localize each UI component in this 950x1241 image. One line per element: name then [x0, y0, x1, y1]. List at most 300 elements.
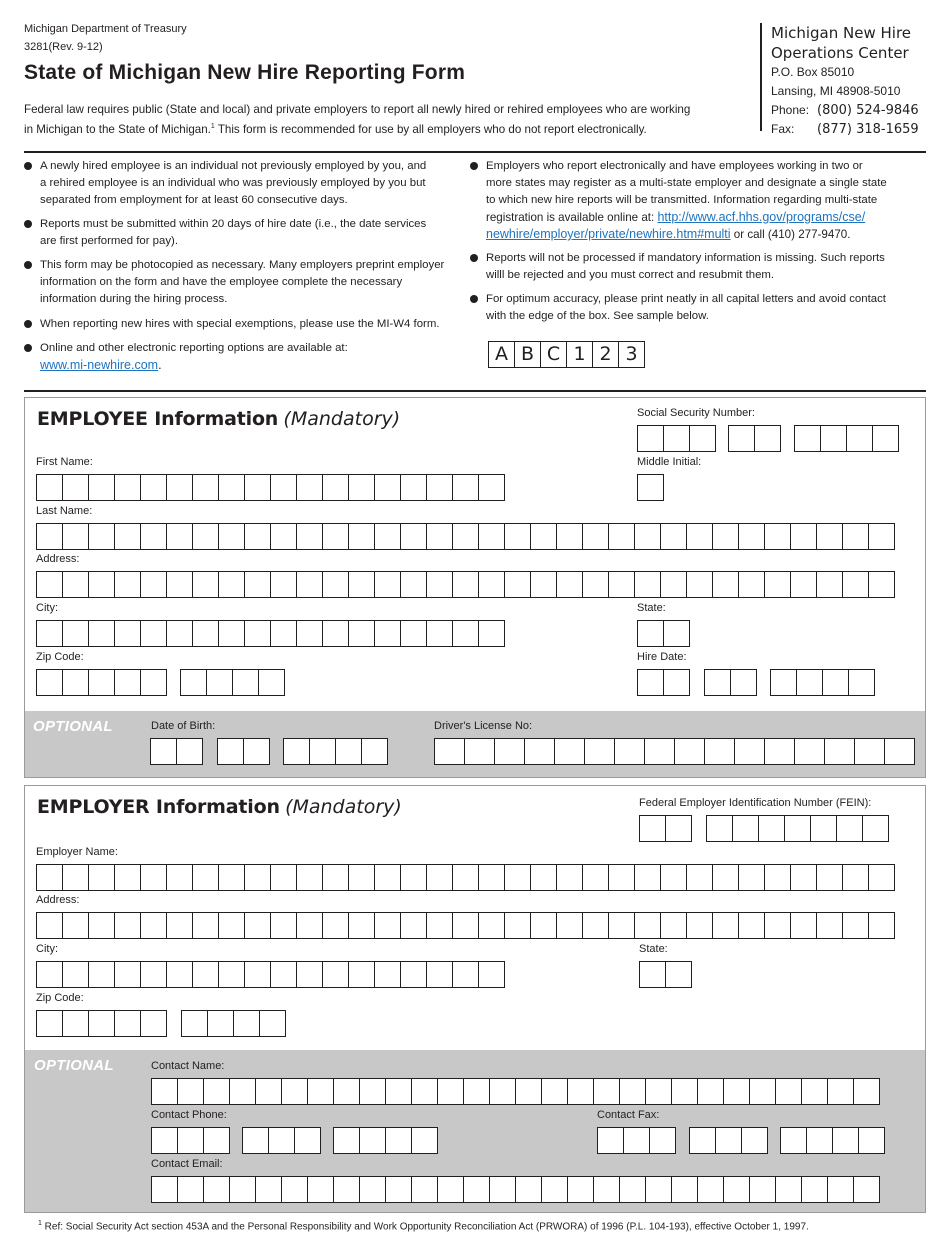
char-box[interactable]	[283, 738, 310, 765]
char-box[interactable]	[114, 961, 141, 988]
char-box[interactable]	[637, 425, 664, 452]
char-box[interactable]	[166, 864, 193, 891]
char-box[interactable]	[400, 864, 427, 891]
char-box[interactable]	[348, 620, 375, 647]
contact-email-input[interactable]	[152, 1176, 880, 1203]
contact-phone-prefix-input[interactable]	[243, 1127, 321, 1154]
employee-state-input[interactable]	[638, 620, 690, 647]
char-box[interactable]	[88, 912, 115, 939]
char-box[interactable]	[478, 620, 505, 647]
middle-initial-input[interactable]	[638, 474, 664, 501]
char-box[interactable]	[530, 571, 557, 598]
char-box[interactable]	[556, 864, 583, 891]
char-box[interactable]	[660, 912, 687, 939]
char-box[interactable]	[463, 1176, 490, 1203]
char-box[interactable]	[541, 1078, 568, 1105]
char-box[interactable]	[218, 961, 245, 988]
char-box[interactable]	[270, 620, 297, 647]
char-box[interactable]	[452, 523, 479, 550]
char-box[interactable]	[784, 815, 811, 842]
char-box[interactable]	[203, 1176, 230, 1203]
employer-zip-ext-input[interactable]	[182, 1010, 286, 1037]
char-box[interactable]	[177, 1127, 204, 1154]
char-box[interactable]	[400, 523, 427, 550]
char-box[interactable]	[584, 738, 615, 765]
char-box[interactable]	[88, 620, 115, 647]
char-box[interactable]	[374, 523, 401, 550]
char-box[interactable]	[637, 474, 664, 501]
char-box[interactable]	[868, 864, 895, 891]
char-box[interactable]	[660, 571, 687, 598]
contact-phone-line-input[interactable]	[334, 1127, 438, 1154]
char-box[interactable]	[374, 961, 401, 988]
char-box[interactable]	[270, 912, 297, 939]
char-box[interactable]	[530, 912, 557, 939]
char-box[interactable]	[582, 864, 609, 891]
char-box[interactable]	[842, 864, 869, 891]
char-box[interactable]	[452, 571, 479, 598]
char-box[interactable]	[868, 571, 895, 598]
char-box[interactable]	[150, 738, 177, 765]
char-box[interactable]	[728, 425, 755, 452]
char-box[interactable]	[140, 669, 167, 696]
char-box[interactable]	[177, 1176, 204, 1203]
char-box[interactable]	[853, 1176, 880, 1203]
char-box[interactable]	[686, 523, 713, 550]
char-box[interactable]	[832, 1127, 859, 1154]
char-box[interactable]	[374, 474, 401, 501]
char-box[interactable]	[244, 864, 271, 891]
char-box[interactable]	[181, 1010, 208, 1037]
char-box[interactable]	[400, 912, 427, 939]
char-box[interactable]	[176, 738, 203, 765]
char-box[interactable]	[437, 1176, 464, 1203]
char-box[interactable]	[207, 1010, 234, 1037]
char-box[interactable]	[374, 864, 401, 891]
char-box[interactable]	[634, 864, 661, 891]
last-name-input[interactable]	[37, 523, 895, 550]
char-box[interactable]	[151, 1176, 178, 1203]
char-box[interactable]	[88, 1010, 115, 1037]
char-box[interactable]	[36, 912, 63, 939]
char-box[interactable]	[637, 620, 664, 647]
char-box[interactable]	[478, 571, 505, 598]
char-box[interactable]	[114, 912, 141, 939]
drivers-license-input[interactable]	[435, 738, 915, 765]
char-box[interactable]	[530, 864, 557, 891]
char-box[interactable]	[452, 864, 479, 891]
char-box[interactable]	[738, 571, 765, 598]
char-box[interactable]	[426, 571, 453, 598]
char-box[interactable]	[723, 1176, 750, 1203]
char-box[interactable]	[816, 523, 843, 550]
char-box[interactable]	[333, 1127, 360, 1154]
char-box[interactable]	[166, 620, 193, 647]
char-box[interactable]	[663, 669, 690, 696]
char-box[interactable]	[623, 1127, 650, 1154]
char-box[interactable]	[634, 523, 661, 550]
char-box[interactable]	[114, 571, 141, 598]
char-box[interactable]	[836, 815, 863, 842]
char-box[interactable]	[504, 912, 531, 939]
char-box[interactable]	[712, 571, 739, 598]
char-box[interactable]	[853, 1078, 880, 1105]
char-box[interactable]	[348, 864, 375, 891]
char-box[interactable]	[62, 571, 89, 598]
char-box[interactable]	[180, 669, 207, 696]
char-box[interactable]	[348, 961, 375, 988]
employee-zip-input[interactable]	[37, 669, 167, 696]
char-box[interactable]	[770, 669, 797, 696]
contact-name-input[interactable]	[152, 1078, 880, 1105]
char-box[interactable]	[36, 620, 63, 647]
char-box[interactable]	[524, 738, 555, 765]
char-box[interactable]	[203, 1078, 230, 1105]
char-box[interactable]	[732, 815, 759, 842]
employer-zip-input[interactable]	[37, 1010, 167, 1037]
char-box[interactable]	[663, 620, 690, 647]
char-box[interactable]	[88, 523, 115, 550]
char-box[interactable]	[244, 474, 271, 501]
char-box[interactable]	[233, 1010, 260, 1037]
char-box[interactable]	[335, 738, 362, 765]
char-box[interactable]	[660, 864, 687, 891]
char-box[interactable]	[764, 738, 795, 765]
char-box[interactable]	[842, 571, 869, 598]
char-box[interactable]	[62, 864, 89, 891]
char-box[interactable]	[206, 669, 233, 696]
char-box[interactable]	[515, 1078, 542, 1105]
char-box[interactable]	[361, 738, 388, 765]
char-box[interactable]	[36, 961, 63, 988]
char-box[interactable]	[530, 523, 557, 550]
char-box[interactable]	[582, 912, 609, 939]
char-box[interactable]	[639, 961, 666, 988]
char-box[interactable]	[88, 571, 115, 598]
char-box[interactable]	[36, 571, 63, 598]
char-box[interactable]	[400, 571, 427, 598]
char-box[interactable]	[270, 864, 297, 891]
ssn-part-2-input[interactable]	[729, 425, 781, 452]
char-box[interactable]	[689, 1127, 716, 1154]
char-box[interactable]	[614, 738, 645, 765]
char-box[interactable]	[634, 912, 661, 939]
char-box[interactable]	[426, 474, 453, 501]
char-box[interactable]	[842, 523, 869, 550]
char-box[interactable]	[270, 474, 297, 501]
char-box[interactable]	[218, 620, 245, 647]
hire-date-year-input[interactable]	[771, 669, 875, 696]
char-box[interactable]	[426, 523, 453, 550]
char-box[interactable]	[385, 1176, 412, 1203]
char-box[interactable]	[686, 571, 713, 598]
char-box[interactable]	[62, 912, 89, 939]
char-box[interactable]	[723, 1078, 750, 1105]
dob-year-input[interactable]	[284, 738, 388, 765]
char-box[interactable]	[166, 523, 193, 550]
char-box[interactable]	[259, 1010, 286, 1037]
dob-month-input[interactable]	[151, 738, 203, 765]
char-box[interactable]	[706, 815, 733, 842]
char-box[interactable]	[816, 912, 843, 939]
char-box[interactable]	[764, 864, 791, 891]
char-box[interactable]	[333, 1176, 360, 1203]
char-box[interactable]	[296, 961, 323, 988]
char-box[interactable]	[619, 1078, 646, 1105]
char-box[interactable]	[322, 912, 349, 939]
char-box[interactable]	[359, 1176, 386, 1203]
char-box[interactable]	[738, 912, 765, 939]
char-box[interactable]	[452, 961, 479, 988]
char-box[interactable]	[114, 1010, 141, 1037]
char-box[interactable]	[374, 912, 401, 939]
char-box[interactable]	[36, 1010, 63, 1037]
char-box[interactable]	[582, 571, 609, 598]
char-box[interactable]	[489, 1176, 516, 1203]
char-box[interactable]	[824, 738, 855, 765]
employer-state-input[interactable]	[640, 961, 692, 988]
char-box[interactable]	[88, 961, 115, 988]
char-box[interactable]	[62, 669, 89, 696]
char-box[interactable]	[400, 474, 427, 501]
char-box[interactable]	[862, 815, 889, 842]
employer-name-input[interactable]	[37, 864, 895, 891]
char-box[interactable]	[796, 669, 823, 696]
char-box[interactable]	[515, 1176, 542, 1203]
char-box[interactable]	[556, 912, 583, 939]
char-box[interactable]	[749, 1176, 776, 1203]
char-box[interactable]	[619, 1176, 646, 1203]
char-box[interactable]	[62, 620, 89, 647]
char-box[interactable]	[281, 1078, 308, 1105]
char-box[interactable]	[597, 1127, 624, 1154]
char-box[interactable]	[400, 620, 427, 647]
char-box[interactable]	[478, 474, 505, 501]
mi-newhire-link[interactable]: www.mi-newhire.com	[40, 358, 159, 372]
char-box[interactable]	[434, 738, 465, 765]
char-box[interactable]	[674, 738, 705, 765]
char-box[interactable]	[686, 864, 713, 891]
char-box[interactable]	[452, 474, 479, 501]
char-box[interactable]	[385, 1127, 412, 1154]
char-box[interactable]	[296, 912, 323, 939]
char-box[interactable]	[775, 1176, 802, 1203]
char-box[interactable]	[663, 425, 690, 452]
char-box[interactable]	[296, 620, 323, 647]
char-box[interactable]	[322, 523, 349, 550]
char-box[interactable]	[816, 571, 843, 598]
char-box[interactable]	[385, 1078, 412, 1105]
char-box[interactable]	[359, 1127, 386, 1154]
char-box[interactable]	[307, 1176, 334, 1203]
char-box[interactable]	[489, 1078, 516, 1105]
char-box[interactable]	[608, 571, 635, 598]
char-box[interactable]	[794, 425, 821, 452]
char-box[interactable]	[218, 474, 245, 501]
char-box[interactable]	[296, 571, 323, 598]
char-box[interactable]	[801, 1078, 828, 1105]
char-box[interactable]	[218, 912, 245, 939]
char-box[interactable]	[704, 738, 735, 765]
char-box[interactable]	[322, 620, 349, 647]
char-box[interactable]	[554, 738, 585, 765]
char-box[interactable]	[764, 571, 791, 598]
char-box[interactable]	[166, 912, 193, 939]
char-box[interactable]	[166, 474, 193, 501]
char-box[interactable]	[593, 1176, 620, 1203]
char-box[interactable]	[639, 815, 666, 842]
char-box[interactable]	[322, 474, 349, 501]
char-box[interactable]	[140, 474, 167, 501]
char-box[interactable]	[411, 1127, 438, 1154]
char-box[interactable]	[229, 1078, 256, 1105]
char-box[interactable]	[192, 961, 219, 988]
char-box[interactable]	[541, 1176, 568, 1203]
employee-zip-ext-input[interactable]	[181, 669, 285, 696]
char-box[interactable]	[36, 523, 63, 550]
char-box[interactable]	[478, 961, 505, 988]
char-box[interactable]	[567, 1176, 594, 1203]
char-box[interactable]	[322, 571, 349, 598]
dob-day-input[interactable]	[218, 738, 270, 765]
char-box[interactable]	[593, 1078, 620, 1105]
char-box[interactable]	[140, 523, 167, 550]
char-box[interactable]	[820, 425, 847, 452]
char-box[interactable]	[348, 474, 375, 501]
char-box[interactable]	[715, 1127, 742, 1154]
char-box[interactable]	[884, 738, 915, 765]
employer-city-input[interactable]	[37, 961, 505, 988]
char-box[interactable]	[140, 571, 167, 598]
char-box[interactable]	[827, 1078, 854, 1105]
char-box[interactable]	[730, 669, 757, 696]
char-box[interactable]	[36, 474, 63, 501]
char-box[interactable]	[192, 571, 219, 598]
char-box[interactable]	[608, 912, 635, 939]
char-box[interactable]	[712, 523, 739, 550]
char-box[interactable]	[754, 425, 781, 452]
char-box[interactable]	[268, 1127, 295, 1154]
char-box[interactable]	[36, 669, 63, 696]
char-box[interactable]	[62, 474, 89, 501]
char-box[interactable]	[166, 961, 193, 988]
char-box[interactable]	[645, 1176, 672, 1203]
char-box[interactable]	[868, 523, 895, 550]
char-box[interactable]	[741, 1127, 768, 1154]
acf-multistate-link-part2[interactable]: newhire/employer/private/newhire.htm#multi	[486, 227, 731, 241]
char-box[interactable]	[780, 1127, 807, 1154]
char-box[interactable]	[244, 912, 271, 939]
char-box[interactable]	[801, 1176, 828, 1203]
char-box[interactable]	[868, 912, 895, 939]
char-box[interactable]	[151, 1078, 178, 1105]
char-box[interactable]	[649, 1127, 676, 1154]
char-box[interactable]	[296, 523, 323, 550]
char-box[interactable]	[665, 961, 692, 988]
char-box[interactable]	[872, 425, 899, 452]
char-box[interactable]	[822, 669, 849, 696]
char-box[interactable]	[697, 1078, 724, 1105]
char-box[interactable]	[88, 669, 115, 696]
char-box[interactable]	[704, 669, 731, 696]
char-box[interactable]	[229, 1176, 256, 1203]
char-box[interactable]	[689, 425, 716, 452]
char-box[interactable]	[712, 864, 739, 891]
char-box[interactable]	[790, 571, 817, 598]
char-box[interactable]	[218, 864, 245, 891]
char-box[interactable]	[827, 1176, 854, 1203]
char-box[interactable]	[645, 1078, 672, 1105]
char-box[interactable]	[296, 864, 323, 891]
char-box[interactable]	[637, 669, 664, 696]
char-box[interactable]	[806, 1127, 833, 1154]
char-box[interactable]	[114, 523, 141, 550]
char-box[interactable]	[203, 1127, 230, 1154]
char-box[interactable]	[775, 1078, 802, 1105]
fein-part-2-input[interactable]	[707, 815, 889, 842]
char-box[interactable]	[348, 912, 375, 939]
char-box[interactable]	[255, 1078, 282, 1105]
char-box[interactable]	[411, 1176, 438, 1203]
char-box[interactable]	[114, 669, 141, 696]
char-box[interactable]	[464, 738, 495, 765]
contact-phone-area-input[interactable]	[152, 1127, 230, 1154]
char-box[interactable]	[738, 523, 765, 550]
char-box[interactable]	[764, 523, 791, 550]
contact-fax-prefix-input[interactable]	[690, 1127, 768, 1154]
char-box[interactable]	[243, 738, 270, 765]
char-box[interactable]	[734, 738, 765, 765]
char-box[interactable]	[114, 620, 141, 647]
char-box[interactable]	[114, 474, 141, 501]
char-box[interactable]	[322, 961, 349, 988]
char-box[interactable]	[671, 1078, 698, 1105]
char-box[interactable]	[359, 1078, 386, 1105]
char-box[interactable]	[140, 961, 167, 988]
char-box[interactable]	[218, 571, 245, 598]
char-box[interactable]	[294, 1127, 321, 1154]
char-box[interactable]	[790, 864, 817, 891]
char-box[interactable]	[426, 912, 453, 939]
char-box[interactable]	[749, 1078, 776, 1105]
char-box[interactable]	[411, 1078, 438, 1105]
char-box[interactable]	[151, 1127, 178, 1154]
char-box[interactable]	[114, 864, 141, 891]
char-box[interactable]	[255, 1176, 282, 1203]
char-box[interactable]	[660, 523, 687, 550]
char-box[interactable]	[36, 864, 63, 891]
char-box[interactable]	[504, 523, 531, 550]
char-box[interactable]	[270, 523, 297, 550]
char-box[interactable]	[810, 815, 837, 842]
employer-address-input[interactable]	[37, 912, 895, 939]
char-box[interactable]	[140, 1010, 167, 1037]
fein-part-1-input[interactable]	[640, 815, 692, 842]
char-box[interactable]	[166, 571, 193, 598]
char-box[interactable]	[738, 864, 765, 891]
char-box[interactable]	[232, 669, 259, 696]
char-box[interactable]	[192, 523, 219, 550]
char-box[interactable]	[608, 523, 635, 550]
contact-fax-area-input[interactable]	[598, 1127, 676, 1154]
char-box[interactable]	[322, 864, 349, 891]
char-box[interactable]	[608, 864, 635, 891]
char-box[interactable]	[426, 620, 453, 647]
char-box[interactable]	[192, 474, 219, 501]
char-box[interactable]	[816, 864, 843, 891]
char-box[interactable]	[244, 620, 271, 647]
employee-city-input[interactable]	[37, 620, 505, 647]
